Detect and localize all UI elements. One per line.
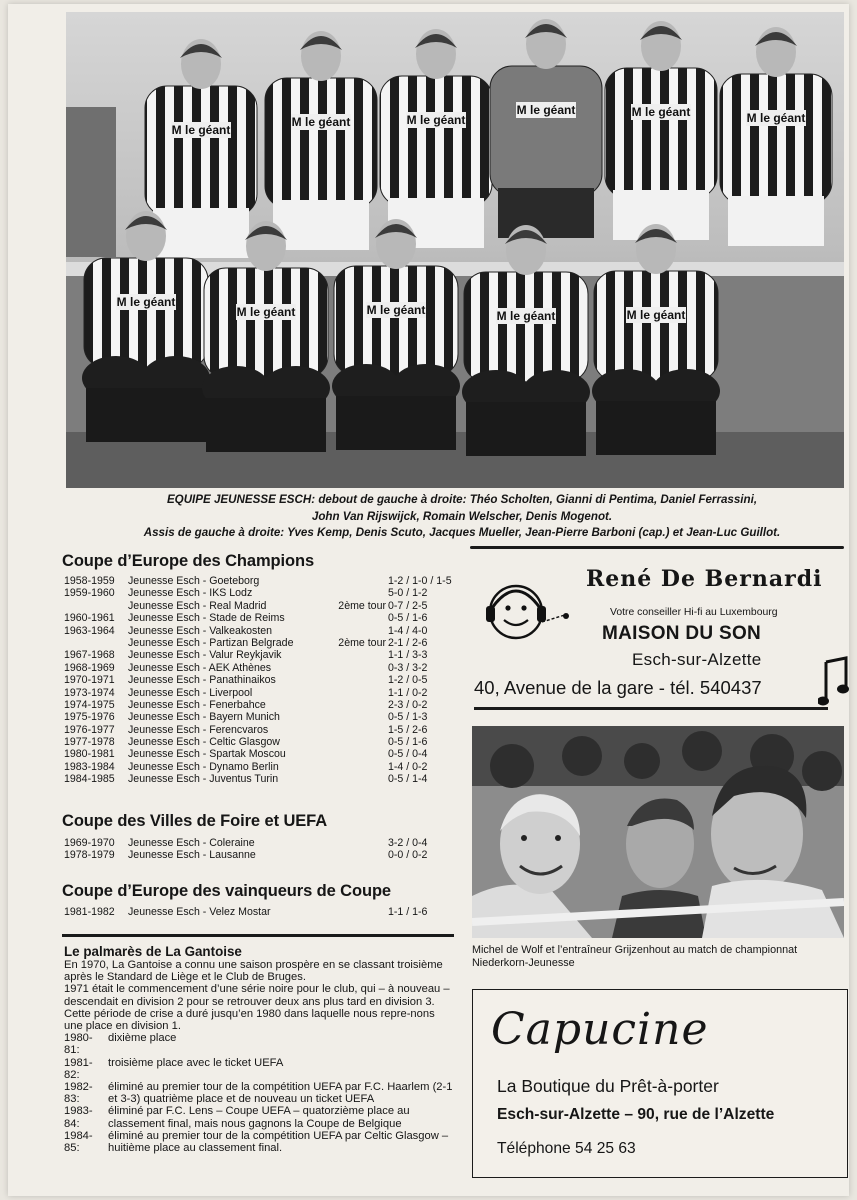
ad-son-shop: MAISON DU SON <box>602 623 762 644</box>
result-season <box>64 637 128 649</box>
winners-cup-title: Coupe d’Europe des vainqueurs de Coupe <box>62 882 391 900</box>
result-round <box>326 711 388 723</box>
result-score: 0-0 / 0-2 <box>388 849 428 862</box>
team-photo-caption <box>72 492 852 542</box>
result-season: 1967-1968 <box>64 649 115 662</box>
result-round <box>326 748 388 760</box>
music-note-icon <box>818 654 852 710</box>
palmares-paragraph: Cette période de crise a duré jusqu’en 1980 dans laquelle nous repre-nons une place en division 1. <box>64 1007 435 1033</box>
result-row <box>64 736 452 748</box>
shirt-sponsor: M le géant <box>626 308 686 322</box>
result-match: Jeunesse Esch - Goeteborg <box>128 575 260 587</box>
team-photo-illustration <box>66 12 844 488</box>
result-round <box>326 625 388 637</box>
ad-son-address: 40, Avenue de la gare - tél. 540437 <box>474 677 762 698</box>
palmares-year: 1980-81: <box>64 1032 93 1057</box>
result-score: 3-2 / 0-4 <box>388 837 428 849</box>
result-row <box>64 837 452 849</box>
result-match: Jeunesse Esch - IKS Lodz <box>128 587 253 600</box>
result-season: 1980-1981 <box>64 748 115 761</box>
result-row <box>64 600 452 612</box>
shirt-sponsor: M le géant <box>406 113 466 127</box>
result-season: 1976-1977 <box>64 723 115 736</box>
result-round <box>326 687 388 699</box>
result-match: Jeunesse Esch - Stade de Reims <box>128 612 285 625</box>
fairs-cup-title: Coupe des Villes de Foire et UEFA <box>62 812 328 830</box>
result-season: 1975-1976 <box>64 711 115 724</box>
ad-son-bottom-rule <box>474 707 828 710</box>
result-match: Jeunesse Esch - Dynamo Berlin <box>128 760 279 773</box>
result-round <box>326 674 388 686</box>
result-row <box>64 625 452 637</box>
result-row <box>64 906 452 918</box>
result-row <box>64 587 452 599</box>
shirt-sponsor: M le géant <box>516 103 576 117</box>
result-score: 1-5 / 2-6 <box>388 723 428 736</box>
palmares-entry-text: éliminé par F.C. Lens – Coupe UEFA – quatorzième place au classement final, mais nous gagnons la Coupe de Belgique <box>108 1105 410 1130</box>
result-season: 1981-1982 <box>64 906 115 918</box>
result-season: 1968-1969 <box>64 661 115 674</box>
result-score: 5-0 / 1-2 <box>388 587 428 600</box>
result-match: Jeunesse Esch - Lausanne <box>128 849 256 862</box>
result-season: 1969-1970 <box>64 837 115 849</box>
result-season: 1973-1974 <box>64 686 115 699</box>
result-match: Jeunesse Esch - AEK Athènes <box>128 661 272 674</box>
palmares-year: 1982-83: <box>64 1081 93 1106</box>
result-round <box>326 649 388 661</box>
shirt-sponsor: M le géant <box>116 295 176 309</box>
palmares-entry <box>64 1130 456 1154</box>
palmares-entry-text: éliminé au premier tour de la compétition UEFA par Celtic Glasgow – huitième place au classement final. <box>108 1129 449 1155</box>
result-match: Jeunesse Esch - Ferencvaros <box>128 723 269 736</box>
result-match: Jeunesse Esch - Valkeakosten <box>128 624 273 637</box>
palmares-title: Le palmarès de La Gantoise <box>64 944 242 959</box>
shirt-sponsor: M le géant <box>171 123 231 137</box>
result-row <box>64 687 452 699</box>
result-season: 1959-1960 <box>64 587 115 600</box>
result-round <box>326 587 388 599</box>
result-match: Jeunesse Esch - Celtic Glasgow <box>128 736 280 749</box>
shirt-sponsor: M le géant <box>291 115 351 129</box>
result-match: Jeunesse Esch - Valur Reykjavik <box>128 649 282 662</box>
result-round <box>326 699 388 711</box>
coach-photo-illustration <box>472 726 844 938</box>
result-score: 0-7 / 2-5 <box>388 599 428 612</box>
result-row <box>64 674 452 686</box>
result-row <box>64 849 452 861</box>
ad-son-city: Esch-sur-Alzette <box>632 650 762 669</box>
ad-capucine-phone: Téléphone 54 25 63 <box>497 1140 636 1157</box>
result-row <box>64 711 452 723</box>
team-photo <box>66 12 844 488</box>
result-row <box>64 724 452 736</box>
result-season: 1984-1985 <box>64 773 115 786</box>
result-season: 1963-1964 <box>64 624 115 637</box>
result-round: 2ème tour <box>338 636 386 649</box>
ad-capucine-tagline: La Boutique du Prêt-à-porter <box>497 1076 719 1096</box>
result-round <box>326 736 388 748</box>
result-score: 1-2 / 1-0 / 1-5 <box>388 575 452 587</box>
palmares-text <box>64 959 456 1154</box>
palmares-year: 1983-84: <box>64 1105 93 1130</box>
result-match: Jeunesse Esch - Coleraine <box>128 837 255 849</box>
section-divider <box>62 934 454 937</box>
coach-photo <box>472 726 844 938</box>
result-match: Jeunesse Esch - Juventus Turin <box>128 773 279 786</box>
result-season: 1977-1978 <box>64 736 115 749</box>
caption-line-1: EQUIPE JEUNESSE ESCH: debout de gauche à droite: Théo Scholten, Gianni di Pentima, Daniel Ferrassini, <box>166 493 758 506</box>
fairs-cup-results <box>64 837 452 862</box>
shirt-sponsor: M le géant <box>631 105 691 119</box>
palmares-entry <box>64 1081 456 1105</box>
ad-capucine <box>472 989 848 1178</box>
result-season: 1978-1979 <box>64 849 115 862</box>
result-row <box>64 773 452 785</box>
palmares-paragraph: 1971 était le commencement d’une série noire pour le club, qui – à nouveau – descendait en division 2 pour se retrouver deux ans plus tard en division 3. <box>64 983 450 1008</box>
result-season: 1974-1975 <box>64 698 115 711</box>
result-round <box>326 612 388 624</box>
result-score: 2-3 / 0-2 <box>388 698 428 711</box>
result-season <box>64 600 128 612</box>
palmares-paragraph: En 1970, La Gantoise a connu une saison prospère en se classant troisième après le Standard de Liège et le Club de Bruges. <box>64 959 443 984</box>
result-score: 1-1 / 3-3 <box>388 649 428 662</box>
palmares-entry-text: troisième place avec le ticket UEFA <box>108 1056 284 1069</box>
result-round: 2ème tour <box>338 599 386 612</box>
result-row <box>64 637 452 649</box>
palmares-entry <box>64 1105 456 1129</box>
ad-capucine-brand: Capucine <box>491 1004 709 1055</box>
result-season: 1983-1984 <box>64 760 115 773</box>
result-match: Jeunesse Esch - Bayern Munich <box>128 711 280 724</box>
result-score: 1-4 / 0-2 <box>388 760 428 773</box>
shirt-sponsor: M le géant <box>366 303 426 317</box>
result-score: 1-4 / 4-0 <box>388 624 428 637</box>
palmares-entry-text: éliminé au premier tour de la compétition UEFA par F.C. Haarlem (2-1 et 3-3) quatrième place et de nouveau un ticket UEFA <box>108 1081 453 1106</box>
result-match: Jeunesse Esch - Partizan Belgrade <box>128 636 294 649</box>
result-round <box>326 849 388 861</box>
result-round <box>326 837 388 849</box>
winners-cup-results <box>64 906 452 918</box>
result-match: Jeunesse Esch - Velez Mostar <box>128 906 271 918</box>
result-score: 1-1 / 1-6 <box>388 906 428 918</box>
ad-son-tagline: Votre conseiller Hi-fi au Luxembourg <box>610 607 778 618</box>
champions-cup-results <box>64 575 452 786</box>
champions-cup-title: Coupe d’Europe des Champions <box>62 552 315 570</box>
result-score: 2-1 / 2-6 <box>388 636 428 649</box>
ad-son-name: René De Bernardi <box>586 566 823 592</box>
ad-son-top-rule <box>470 546 844 549</box>
result-row <box>64 662 452 674</box>
result-round <box>326 662 388 674</box>
result-row <box>64 649 452 661</box>
result-score: 1-2 / 0-5 <box>388 674 428 687</box>
result-row <box>64 575 452 587</box>
result-score: 0-5 / 1-6 <box>388 612 428 625</box>
shirt-sponsor: M le géant <box>496 309 556 323</box>
result-score: 0-5 / 1-4 <box>388 773 428 786</box>
result-season: 1970-1971 <box>64 674 115 687</box>
result-score: 0-5 / 1-6 <box>388 736 428 749</box>
result-match: Jeunesse Esch - Real Madrid <box>128 599 267 612</box>
smiley-headphones-icon <box>478 578 578 648</box>
result-match: Jeunesse Esch - Fenerbahce <box>128 698 266 711</box>
shirt-sponsor: M le géant <box>236 305 296 319</box>
magazine-page <box>8 4 849 1196</box>
coach-photo-caption: Michel de Wolf et l’entraîneur Grijzenhout au match de championnat Niederkorn-Jeunesse <box>472 944 798 969</box>
palmares-year: 1981-82: <box>64 1056 93 1081</box>
result-round <box>326 575 388 587</box>
result-match: Jeunesse Esch - Spartak Moscou <box>128 748 286 761</box>
result-match: Jeunesse Esch - Liverpool <box>128 686 253 699</box>
palmares-year: 1984-85: <box>64 1129 93 1155</box>
result-row <box>64 699 452 711</box>
result-score: 0-3 / 3-2 <box>388 661 428 674</box>
caption-line-2: John Van Rijswijck, Romain Welscher, Denis Mogenot. <box>311 509 613 523</box>
result-score: 0-5 / 0-4 <box>388 748 428 761</box>
ad-capucine-address: Esch-sur-Alzette – 90, rue de l’Alzette <box>497 1106 775 1123</box>
palmares-entry <box>64 1032 456 1056</box>
result-match: Jeunesse Esch - Panathinaikos <box>128 674 276 687</box>
result-season: 1958-1959 <box>64 575 115 587</box>
result-round <box>326 761 388 773</box>
palmares-entry-text: dixième place <box>108 1032 177 1045</box>
result-round <box>326 724 388 736</box>
result-season: 1960-1961 <box>64 612 115 625</box>
result-round <box>326 906 388 918</box>
result-round <box>326 773 388 785</box>
shirt-sponsor: M le géant <box>746 111 806 125</box>
result-row <box>64 612 452 624</box>
palmares-entry <box>64 1057 456 1081</box>
caption-line-3: Assis de gauche à droite: Yves Kemp, Denis Scuto, Jacques Mueller, Jean-Pierre Barboni (cap.) et Jean-Luc Guillot. <box>143 526 781 539</box>
result-row <box>64 748 452 760</box>
result-score: 0-5 / 1-3 <box>388 711 428 724</box>
result-score: 1-1 / 0-2 <box>388 686 428 699</box>
result-row <box>64 761 452 773</box>
